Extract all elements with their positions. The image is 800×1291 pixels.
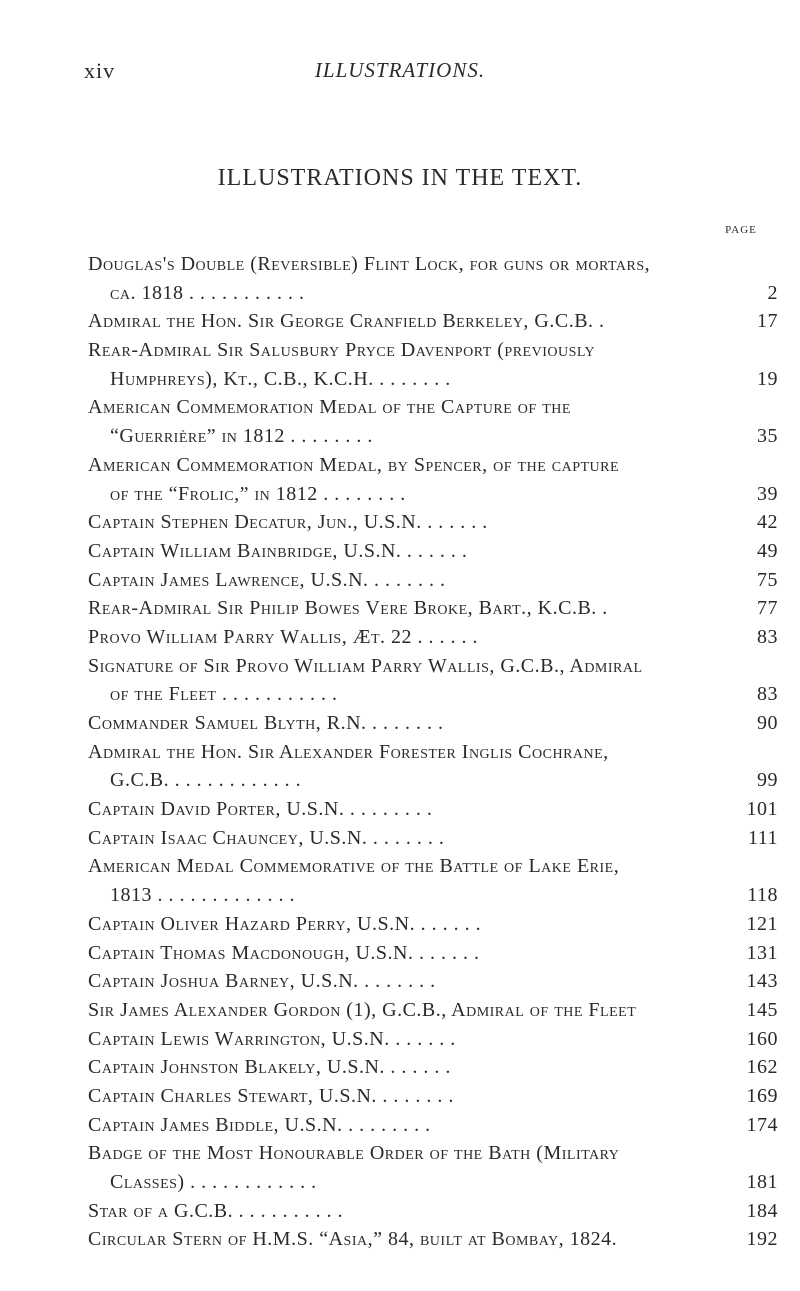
entry-title-line: Rear-Admiral Sir Salusbury Pryce Davenport (previously <box>88 339 596 362</box>
entry-title-line: 1813 . . . . . . . . . . . . . <box>110 884 295 907</box>
illustrations-list <box>88 250 778 1254</box>
entry-title-line: Captain James Lawrence, U.S.N. . . . . . . . <box>88 568 446 591</box>
list-item <box>88 795 778 824</box>
section-title: ILLUSTRATIONS IN THE TEXT. <box>217 165 583 191</box>
list-item <box>88 709 778 738</box>
list-item <box>88 250 778 307</box>
entry-title-line: Captain Isaac Chauncey, U.S.N. . . . . . . . <box>88 826 445 849</box>
entry-page-number: 162 <box>746 1056 778 1079</box>
entry-title-line: Commander Samuel Blyth, R.N. . . . . . . . <box>88 712 444 734</box>
entry-title-line: Captain Lewis Warrington, U.S.N. . . . . . . <box>88 1027 456 1050</box>
entry-title-line: “Guerrière” in 1812 . . . . . . . . <box>110 425 373 448</box>
entry-title-line: American Medal Commemorative of the Battle of Lake Erie, <box>88 855 620 878</box>
entry-page-number: 19 <box>757 367 778 390</box>
list-item <box>88 939 778 968</box>
page-column-label: PAGE <box>725 224 757 236</box>
entry-title-line: Captain David Porter, U.S.N. . . . . . . . . <box>88 798 433 821</box>
list-item <box>88 566 778 595</box>
list-item <box>88 738 778 795</box>
list-item <box>88 1082 778 1111</box>
entry-title-line: of the “Frolic,” in 1812 . . . . . . . . <box>110 482 406 505</box>
entry-title-line: of the Fleet . . . . . . . . . . . <box>110 683 338 706</box>
entry-page-number: 83 <box>757 683 778 706</box>
page-number: xiv <box>84 58 116 83</box>
entry-page-number: 160 <box>746 1027 778 1050</box>
list-item <box>88 623 778 652</box>
list-item <box>88 1225 778 1254</box>
entry-page-number: 83 <box>757 625 778 648</box>
running-head <box>0 58 800 88</box>
entry-title-line: Captain Stephen Decatur, Jun., U.S.N. . . . . . . <box>88 511 488 534</box>
entry-title-line: Captain Charles Stewart, U.S.N. . . . . . . . <box>88 1084 454 1107</box>
entry-page-number: 131 <box>746 941 778 964</box>
list-item <box>88 652 778 709</box>
list-item <box>88 1025 778 1054</box>
entry-page-number: 121 <box>746 912 778 935</box>
entry-title-line: American Commemoration Medal, by Spencer, of the capture <box>88 453 620 476</box>
entry-title-line: Admiral the Hon. Sir Alexander Forester Inglis Cochrane, <box>88 740 609 763</box>
list-item <box>88 594 778 623</box>
list-item <box>88 451 778 508</box>
list-item <box>88 307 778 336</box>
entry-page-number: 174 <box>746 1113 778 1136</box>
entry-title-line: Sir James Alexander Gordon (1), G.C.B., Admiral of the Fleet <box>88 998 637 1021</box>
entry-page-number: 99 <box>757 769 778 792</box>
entry-title-line: ca. 1818 . . . . . . . . . . . <box>110 281 305 304</box>
list-item <box>88 852 778 909</box>
entry-title-line: Circular Stern of H.M.S. “Asia,” 84, built at Bombay, 1824. <box>88 1228 618 1251</box>
entry-page-number: 77 <box>757 597 778 620</box>
entry-title-line: Captain Johnston Blakely, U.S.N. . . . . . . <box>88 1056 451 1079</box>
entry-page-number: 75 <box>757 568 778 591</box>
entry-title-line: American Commemoration Medal of the Capture of the <box>88 396 571 419</box>
entry-title-line: Provo William Parry Wallis, Æt. 22 . . . . . . <box>88 625 479 648</box>
entry-page-number: 111 <box>747 826 778 849</box>
entry-page-number: 2 <box>767 281 778 304</box>
entry-page-number: 35 <box>757 425 778 448</box>
entry-page-number: 17 <box>757 310 778 333</box>
list-item <box>88 508 778 537</box>
entry-page-number: 90 <box>757 712 778 734</box>
entry-title-line: Captain Joshua Barney, U.S.N. . . . . . . . <box>88 970 436 993</box>
list-item <box>88 1197 778 1226</box>
entry-page-number: 143 <box>746 970 778 993</box>
entry-title-line: Captain William Bainbridge, U.S.N. . . . . . . <box>88 539 468 562</box>
running-title: ILLUSTRATIONS. <box>314 58 486 82</box>
entry-page-number: 39 <box>757 482 778 505</box>
list-item <box>88 1111 778 1140</box>
list-item <box>88 336 778 393</box>
entry-title-line: G.C.B. . . . . . . . . . . . . <box>110 769 302 792</box>
entry-page-number: 42 <box>757 511 778 534</box>
entry-page-number: 49 <box>757 539 778 562</box>
entry-page-number: 145 <box>746 998 778 1021</box>
entry-title-line: Captain Oliver Hazard Perry, U.S.N. . . . . . . <box>88 912 482 935</box>
list-item <box>88 967 778 996</box>
entry-title-line: Admiral the Hon. Sir George Cranfield Berkeley, G.C.B. . <box>88 310 605 333</box>
list-item <box>88 824 778 853</box>
entry-title-line: Classes) . . . . . . . . . . . . <box>110 1171 317 1193</box>
entry-title-line: Humphreys), Kt., C.B., K.C.H. . . . . . . . <box>110 367 451 390</box>
entry-page-number: 169 <box>746 1084 778 1107</box>
entry-title-line: Star of a G.C.B. . . . . . . . . . . <box>88 1199 344 1222</box>
entry-title-line: Captain James Biddle, U.S.N. . . . . . . . . <box>88 1113 431 1136</box>
list-item <box>88 393 778 450</box>
entry-title-line: Signature of Sir Provo William Parry Wallis, G.C.B., Admiral <box>88 654 643 677</box>
entry-title-line: Rear-Admiral Sir Philip Bowes Vere Broke, Bart., K.C.B. . <box>88 597 608 620</box>
entry-title-line: Douglas's Double (Reversible) Flint Lock, for guns or mortars, <box>88 253 651 275</box>
list-item <box>88 996 778 1025</box>
entry-page-number: 192 <box>746 1228 778 1251</box>
list-item <box>88 910 778 939</box>
entry-page-number: 101 <box>746 798 778 821</box>
entry-title-line: Badge of the Most Honourable Order of the Bath (Military <box>88 1142 620 1165</box>
list-item <box>88 1139 778 1196</box>
list-item <box>88 1053 778 1082</box>
entry-title-line: Captain Thomas Macdonough, U.S.N. . . . . . . <box>88 941 480 964</box>
entry-page-number: 184 <box>746 1199 778 1222</box>
entry-page-number: 118 <box>747 884 778 907</box>
entry-page-number: 181 <box>746 1171 778 1193</box>
list-item <box>88 537 778 566</box>
